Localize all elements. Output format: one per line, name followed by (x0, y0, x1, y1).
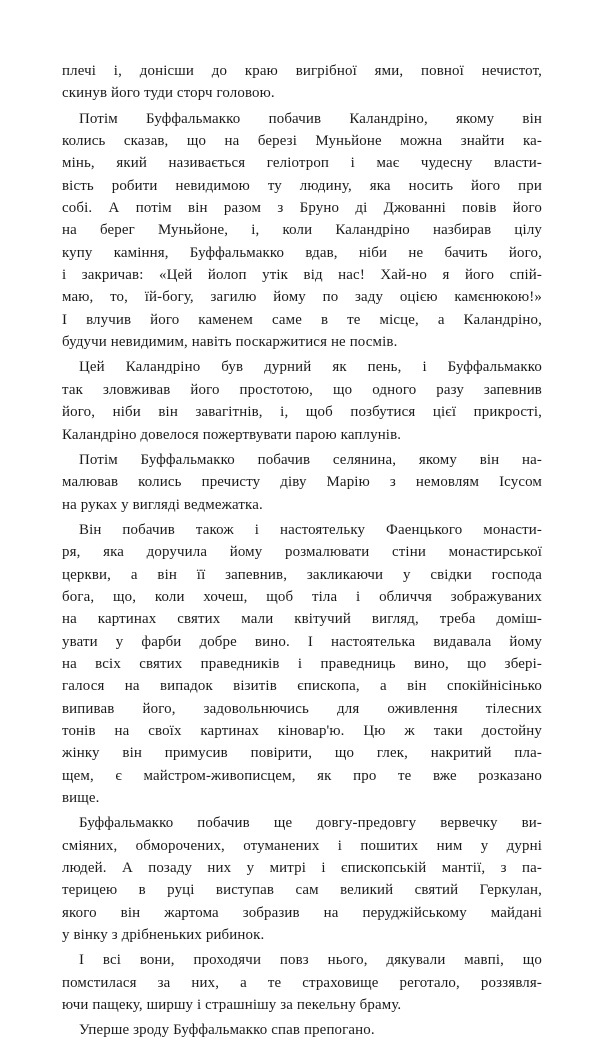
text-block (62, 60, 542, 1045)
text-line: плечі і, донісши до краю вигрібної ями, повної нечистот, (62, 63, 542, 79)
paragraph (62, 949, 542, 1016)
text-line: бога, що, коли хочеш, щоб тіла і обличчя зображуваних (62, 588, 542, 605)
paragraph (62, 449, 542, 516)
text-line: на картинах святих мали квітучий вигляд, треба доміш- (62, 611, 542, 628)
text-line: жінку він примусив повірити, що глек, накритий пла- (62, 745, 542, 762)
text-line: сміяних, обморочених, отуманених і пошитих ним у дурні (62, 837, 542, 854)
text-line: купу каміння, Буффальмакко вдав, ніби не бачить його, (62, 244, 542, 261)
text-line: терицею в руці виступав сам великий святий Геркулан, (62, 882, 542, 899)
text-line: мінь, який називається геліотроп і має чудесну власти- (62, 155, 542, 172)
text-line: колись сказав, що на березі Муньйоне можна знайти ка- (62, 133, 542, 150)
text-line: будучи невидимим, навіть поскаржитися не посмів. (62, 334, 398, 351)
text-line: помстилася за них, а те страховище реготало, роззявля- (62, 974, 542, 991)
paragraph (62, 60, 542, 105)
text-line: Потім Буффальмакко побачив селянина, якому він на- (79, 451, 542, 468)
text-line: маю, то, їй-богу, загилю йому по заду оцією камєнюкою!» (62, 289, 542, 306)
paragraph (62, 519, 542, 809)
text-line: у вінку з дрібненьких рибинок. (62, 927, 265, 944)
text-line: якого він жартома зобразив на перуджійському майдані (62, 904, 542, 921)
paragraph (62, 1019, 542, 1041)
text-line: Потім Буффальмакко побачив Каландріно, якому він (79, 110, 542, 127)
text-line: вість робити невидимою ту людину, яка носить його при (62, 177, 542, 194)
text-line: ря, яка доручила йому розмалювати стіни монастирської (62, 544, 542, 561)
paragraph (62, 356, 542, 445)
text-line: увати у фарби добре вино. І настоятелька видавала йому (62, 633, 542, 650)
paragraph (62, 108, 542, 354)
text-line: вище. (62, 790, 100, 806)
text-line: Каландріно довелося пожертвувати парою каплунів. (62, 426, 402, 443)
text-line: Уперше зроду Буффальмакко спав препогано. (79, 1022, 375, 1039)
text-line: Цей Каландріно був дурний як пень, і Буффальмакко (79, 359, 542, 376)
text-line: ючи пащеку, ширшу і страшнішу за пекельну браму. (62, 997, 402, 1014)
text-line: Буффальмакко побачив ще довгу-предовгу вервечку ви- (79, 815, 542, 832)
text-line: собі. А потім він разом з Бруно ді Джованні повів його (62, 200, 542, 217)
text-line: на берег Муньйоне, і, коли Каландріно назбирав цілу (62, 222, 542, 239)
text-line: так зловживав його простотою, що одного разу запевнив (62, 381, 542, 398)
text-line: Він побачив також і настоятельку Фаенцького монасти- (79, 521, 542, 538)
paragraph (62, 812, 542, 946)
text-line: малював колись пречисту діву Марію з немовлям Ісусом (62, 474, 542, 491)
text-line: тонів на своїх картинах кіновар'ю. Цю ж таки достойну (62, 722, 542, 739)
text-line: випивав його, задовольнючись для оживлення тілесних (62, 700, 542, 717)
text-line: церкви, а він її запевнив, закликаючи у свідки господа (62, 566, 542, 583)
text-line: І всі вони, проходячи повз нього, дякували мавпі, що (79, 952, 542, 969)
text-line: людей. А позаду них у митрі і єпископській мантії, з па- (62, 860, 542, 877)
text-line: його, ніби він завагітнів, і, щоб позбутися цієї прикрості, (62, 404, 542, 421)
text-line: і закричав: «Цей йолоп утік від нас! Хай-но я його спій- (62, 267, 542, 284)
text-line: скинув його туди сторч головою. (62, 85, 275, 102)
text-line: на руках у вигляді ведмежатка. (62, 496, 263, 513)
text-line: галося на випадок візитів єпископа, а він спокійнісінько (62, 678, 542, 695)
text-line: І влучив його каменем саме в те місце, а Каландріно, (62, 311, 542, 328)
text-line: щем, є майстром-живописцем, як про те вже розказано (62, 767, 542, 784)
text-line: на всіх святих праведників і праведниць вино, що збері- (62, 655, 542, 672)
